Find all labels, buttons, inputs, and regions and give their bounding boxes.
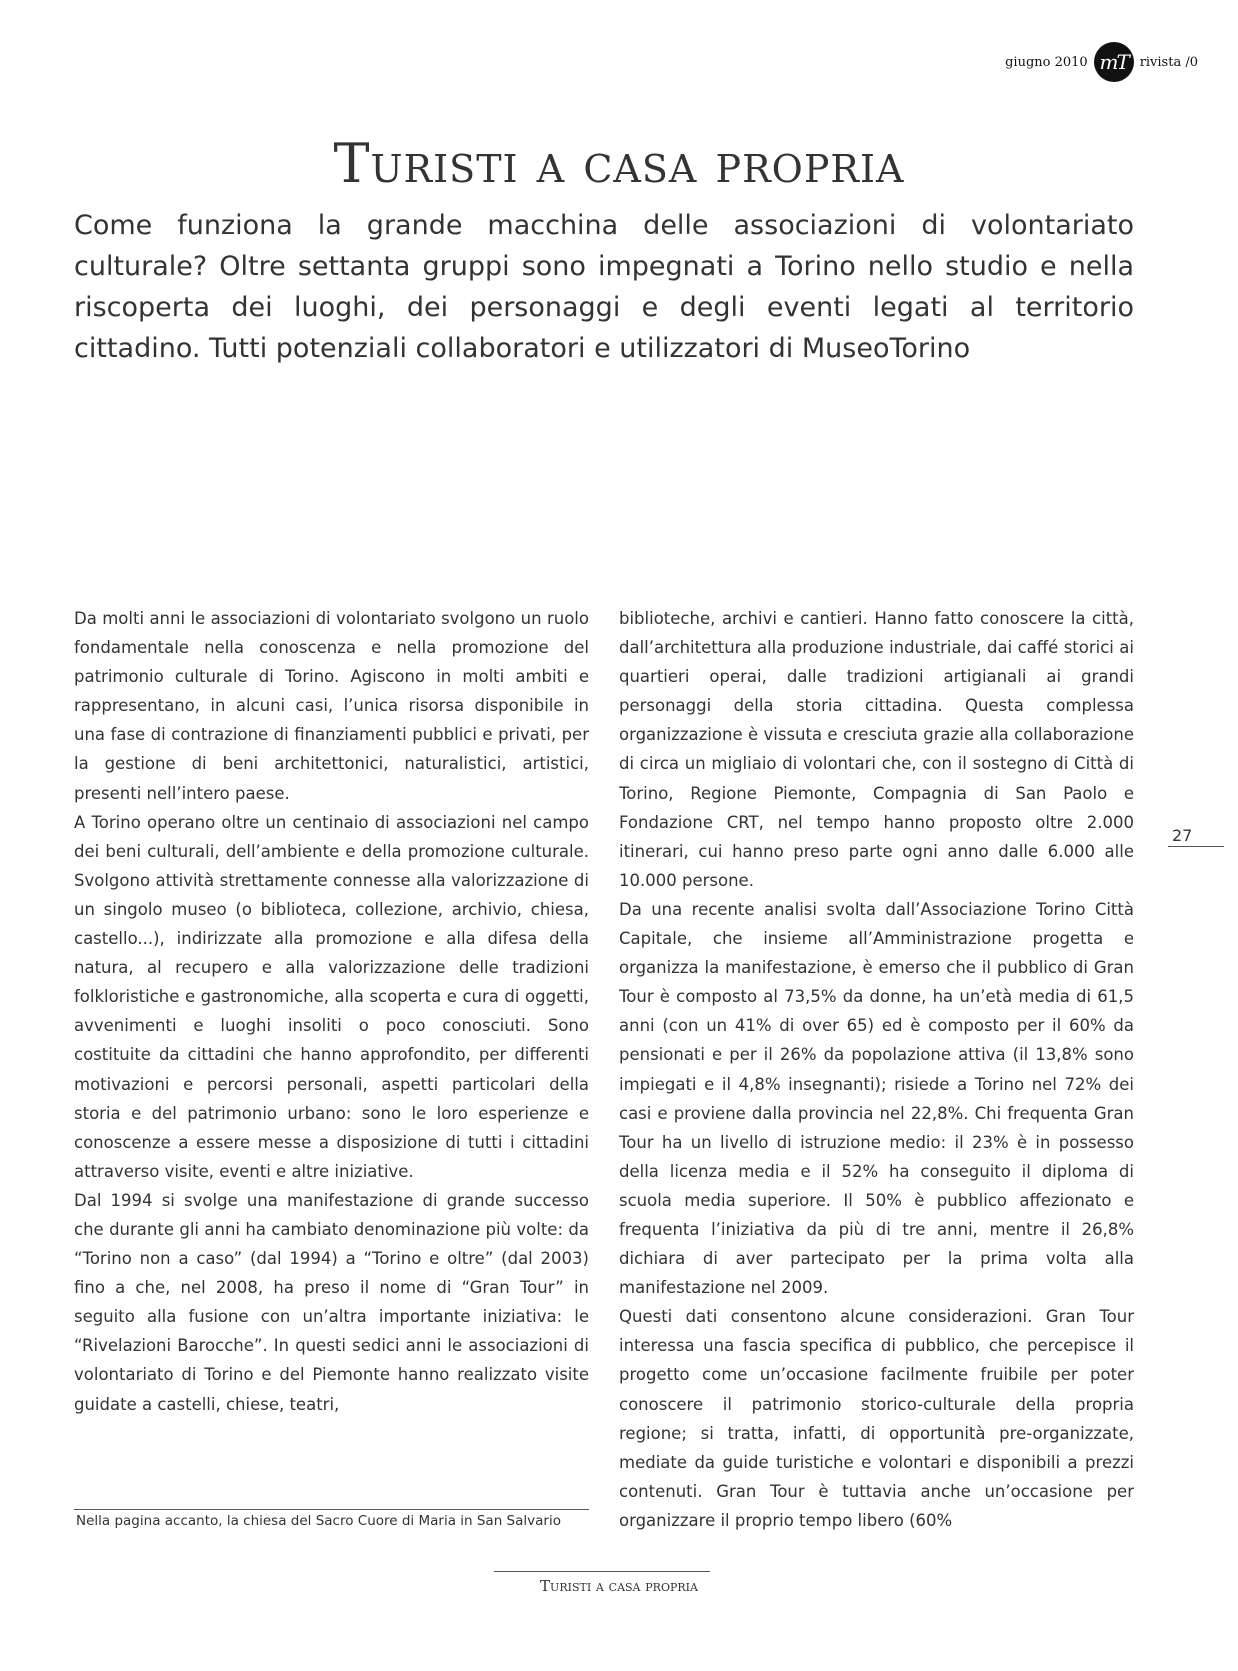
article-subtitle: Come funziona la grande macchina delle associazioni di volontariato culturale? Oltre settanta gruppi sono impegnati a Torino nello studio e nella riscoperta dei luoghi, dei personaggi e degli eventi legati al territorio cittadino. Tutti potenziali collaboratori e utilizzatori di MuseoTorino	[74, 210, 1134, 364]
paragraph: Da molti anni le associazioni di volontariato svolgono un ruolo fondamentale nella conoscenza e nella promozione del patrimonio culturale di Torino. Agiscono in molti ambiti e rappresentano, in alcuni casi, l’unica risorsa disponibile in una fase di contrazione di finanziamenti pubblici e privati, per la gestione di beni architettonici, naturalistici, artistici, presenti nell’intero paese.	[74, 609, 589, 803]
paragraph: Da una recente analisi svolta dall’Associazione Torino Città Capitale, che insieme all’Amministrazione progetta e organizza la manifestazione, è emerso che il pubblico di Gran Tour è composto al 73,5% da donne, ha un’età media di 61,5 anni (con un 41% di over 65) ed è composto per il 60% da pensionati e per il 26% da popolazione attiva (il 13,8% sono impiegati e il 4,8% insegnanti); risiede a Torino nel 72% dei casi e proviene dalla provincia nel 22,8%. Chi frequenta Gran Tour ha un livello di istruzione medio: il 23% è in possesso della licenza media e il 52% ha conseguito il diploma di scuola media superiore. Il 50% è pubblico affezionato e frequenta l’iniziativa da più di tre anni, mentre il 26,8% dichiara di aver partecipato per la prima volta alla manifestazione nel 2009.	[619, 899, 1134, 1298]
paragraph: Questi dati consentono alcune considerazioni. Gran Tour interessa una fascia specifica di pubblico, che percepisce il progetto come un’occasione facilmente fruibile per poter conoscere il patrimonio storico-culturale della propria regione; si tratta, infatti, di opportunità pre-organizzate, mediate da guide turistiche e volontari e disponibili a prezzi contenuti. Gran Tour è tuttavia anche un’occasione per organizzare il proprio tempo libero (60%	[619, 1307, 1134, 1530]
issue-label: rivista /0	[1139, 54, 1198, 70]
running-footer: Turisti a casa propria	[540, 1577, 698, 1595]
article-title: Turisti a casa propria	[333, 132, 905, 195]
paragraph: biblioteche, archivi e cantieri. Hanno fatto conoscere la città, dall’architettura alla produzione industriale, dai caffé storici ai quartieri operai, dalle tradizioni artigianali ai grandi personaggi della storia cittadina. Questa complessa organizzazione è vissuta e cresciuta grazie alla collaborazione di circa un migliaio di volontari che, con il sostegno di Città di Torino, Regione Piemonte, Compagnia di San Paolo e Fondazione CRT, nel tempo hanno proposto oltre 2.000 itinerari, cui hanno preso parte ogni anno dalle 6.000 alle 10.000 persone.	[619, 609, 1134, 890]
caption-divider	[74, 1509, 589, 1510]
paragraph: Dal 1994 si svolge una manifestazione di grande successo che durante gli anni ha cambiato denominazione più volte: da “Torino non a caso” (dal 1994) a “Torino e oltre” (dal 2003) fino a che, nel 2008, ha preso il nome di “Gran Tour” in seguito alla fusione con un’altra importante iniziativa: le “Rivelazioni Barocche”. In questi sedici anni le associazioni di volontariato di Torino e del Piemonte hanno realizzato visite guidate a castelli, chiese, teatri,	[74, 1190, 589, 1414]
image-caption: Nella pagina accanto, la chiesa del Sacro Cuore di Maria in San Salvario	[76, 1513, 561, 1529]
page-number-divider	[1168, 846, 1224, 847]
page-number: 27	[1172, 826, 1193, 845]
issue-date: giugno 2010	[1005, 54, 1088, 70]
footer-divider	[494, 1571, 710, 1572]
left-column	[74, 604, 589, 1419]
page-header	[1005, 42, 1198, 82]
right-column	[619, 604, 1134, 1535]
paragraph: A Torino operano oltre un centinaio di associazioni nel campo dei beni culturali, dell’ambiente e della promozione culturale. Svolgono attività strettamente connesse alla valorizzazione di un singolo museo (o biblioteca, collezione, archivio, chiesa, castello...), indirizzate alla promozione e alla difesa della natura, al recupero e alla valorizzazione delle tradizioni folkloristiche e gastronomiche, alla scoperta e cura di oggetti, avvenimenti e luoghi insoliti o poco conosciuti. Sono costituite da cittadini che hanno approfondito, per differenti motivazioni e percorsi personali, aspetti particolari della storia e del patrimonio urbano: sono le loro esperienze e conoscenze a essere messe a disposizione di tutti i cittadini attraverso visite, eventi e altre iniziative.	[74, 812, 589, 1181]
magazine-logo-icon: mT	[1094, 42, 1134, 82]
